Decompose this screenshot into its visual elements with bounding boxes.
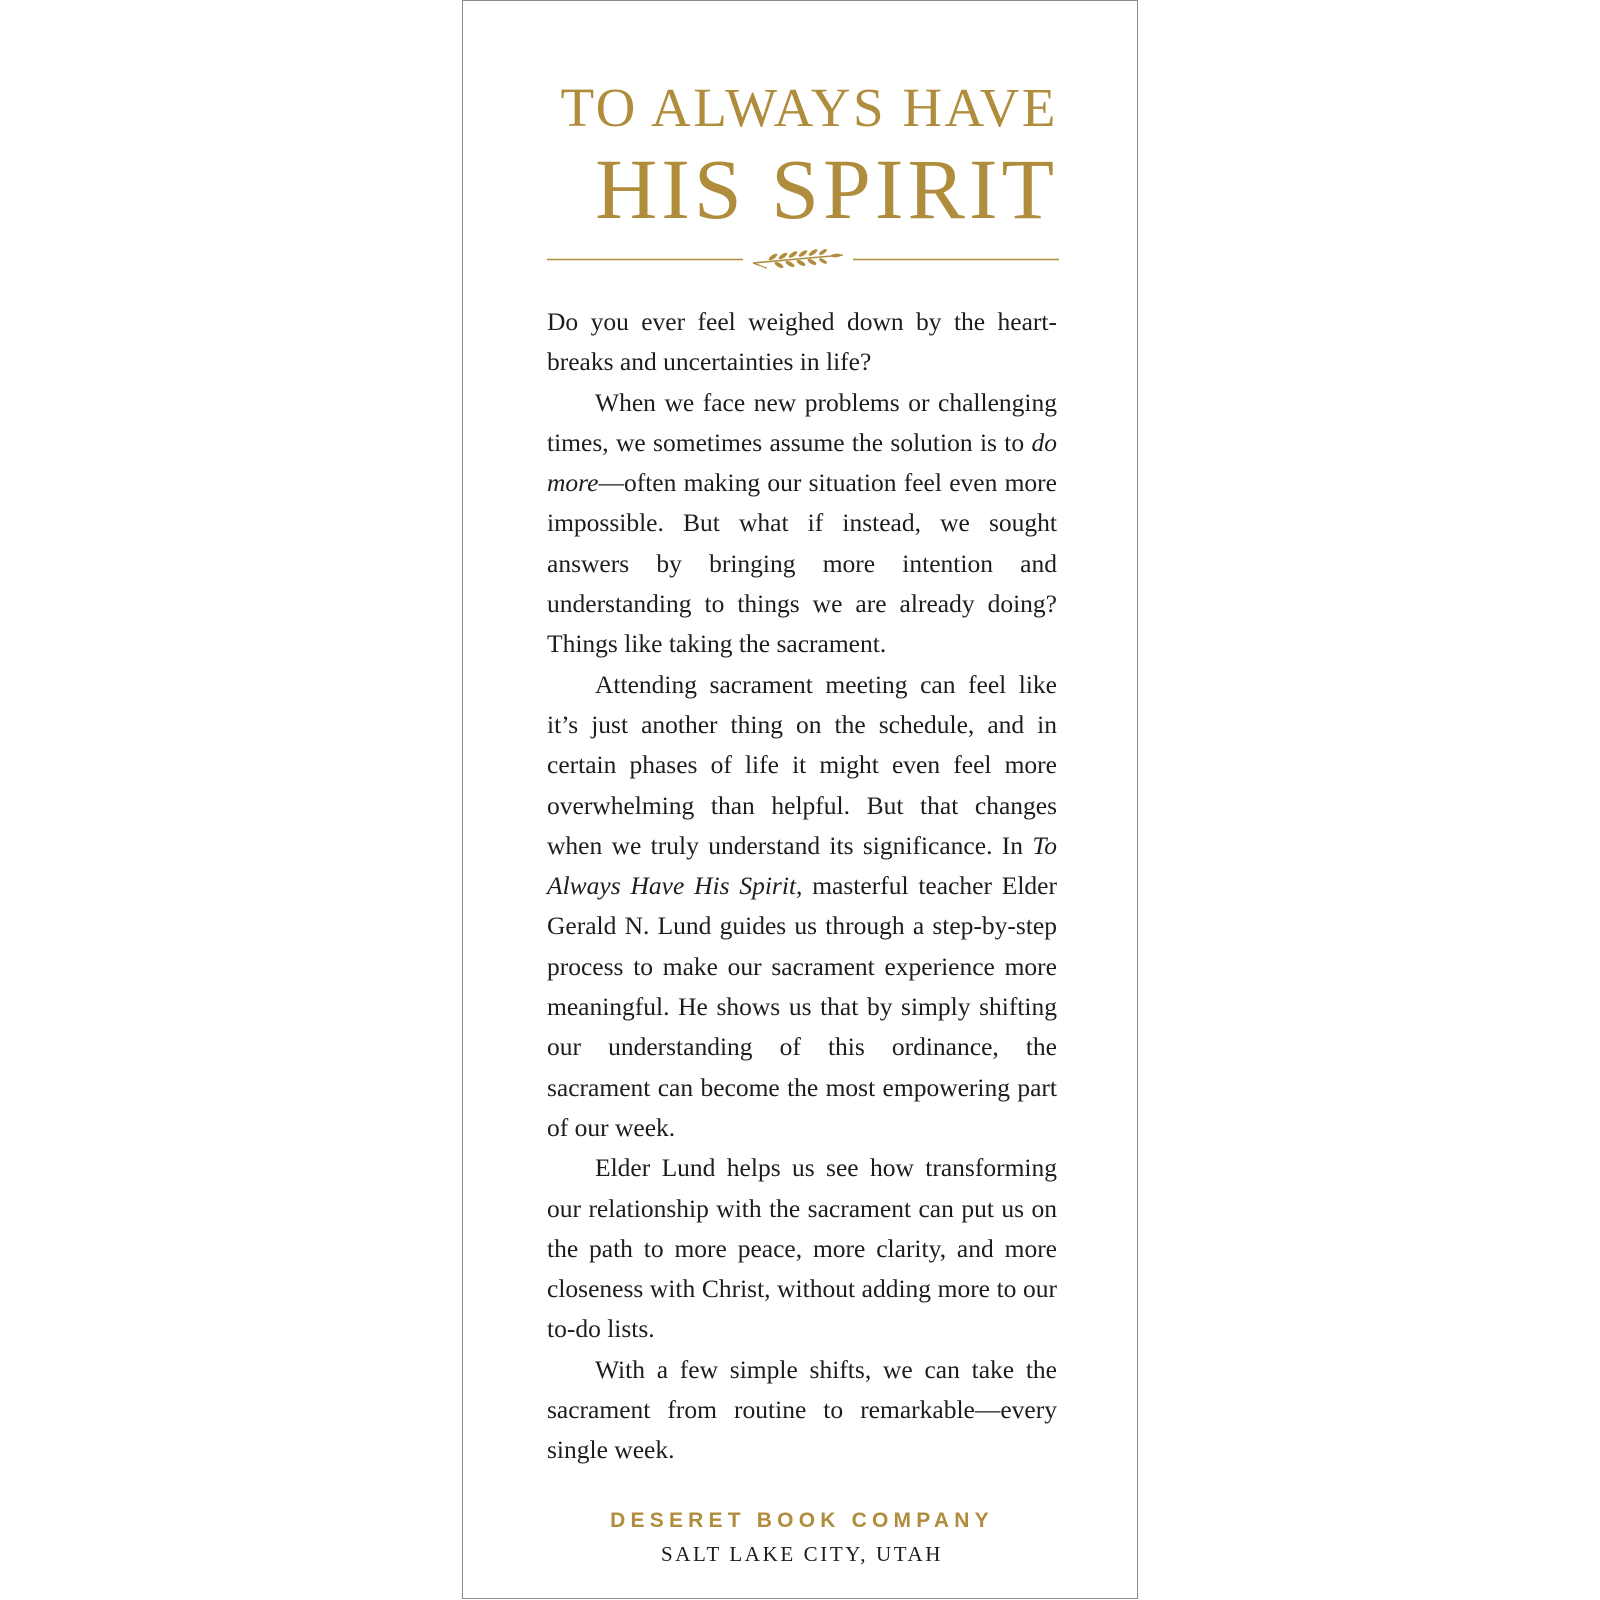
publisher-name: DESERET BOOK COMPANY — [610, 1509, 994, 1532]
paragraph-2: When we face new problems or challenging times, we sometimes assume the solution is to do more—often making our situation feel even more impossible. But what if instead, we sought answers by bringing more intention and understanding to things we are already doing? Things like taking the sacrament. — [547, 387, 1057, 659]
title-line-2: HIS SPIRIT — [595, 141, 1058, 237]
publisher-city: SALT LAKE CITY, UTAH — [660, 1542, 944, 1566]
description-text — [547, 302, 1057, 1471]
paragraph-3: Attending sacrament meeting can feel like it’s just another thing on the schedule, and in certain phases of life it might even feel more overwhelming than helpful. But that changes when we truly understand its significance. In To Always Have His Spirit, masterful teacher Elder Gerald N. Lund guides us through a step-by-step process to make our sacrament experience more meaningful. He shows us that by simply shifting our understanding of this ordinance, the sacrament can become the most empowering part of our week. — [547, 669, 1057, 1142]
paragraph-4: Elder Lund helps us see how transforming our relationship with the sacrament can put us on the path to more peace, more clarity, and more closeness with Christ, without adding more to our to-do lists. — [547, 1153, 1057, 1344]
emphasis-do-more: do more — [547, 427, 1057, 498]
title-line-1: TO ALWAYS HAVE — [560, 77, 1058, 138]
title-divider — [547, 241, 1059, 277]
book-title-italic: To Always Have His Spirit — [547, 830, 1057, 901]
book-flap-panel — [462, 0, 1138, 1599]
paragraph-1: Do you ever feel weighed down by the heartbreaks and uncertainties in life? — [547, 307, 1057, 377]
sprig-ornament-icon — [753, 248, 843, 269]
paragraph-5: With a few simple shifts, we can take the sacrament from routine to remarkable—every single week. — [547, 1354, 1057, 1465]
